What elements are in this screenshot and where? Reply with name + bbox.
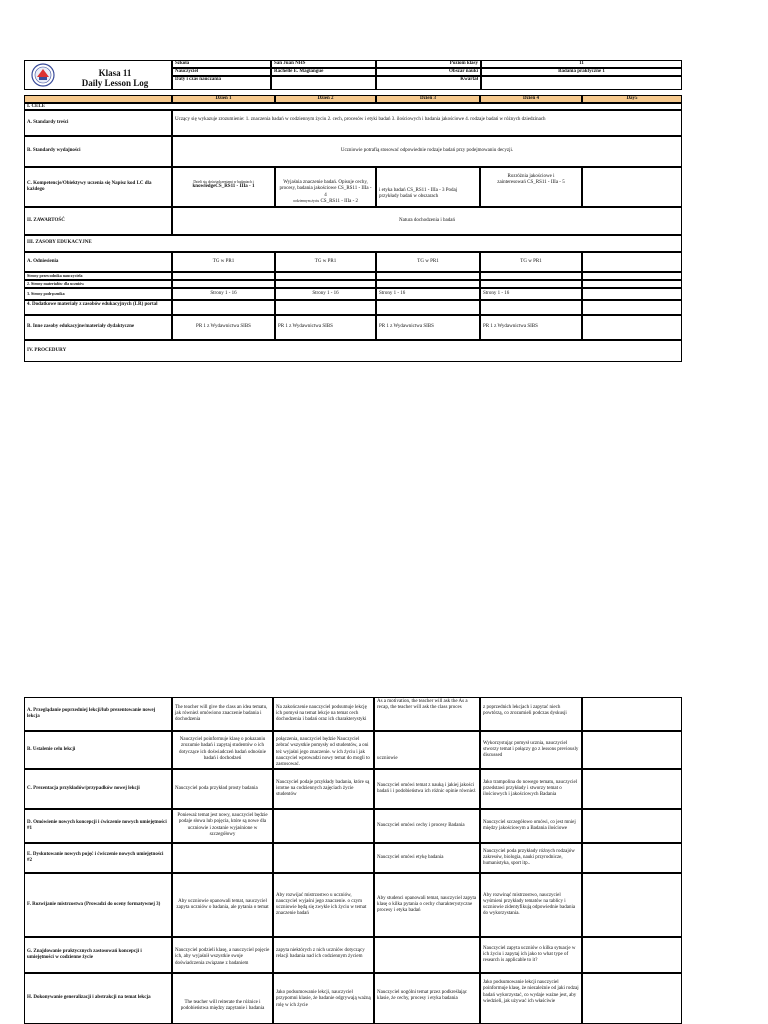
label-odniesienia: A. Odniesienia bbox=[24, 252, 172, 272]
proc-c-label: C. Prezentacja przykładów/przypadków nowej lekcji bbox=[24, 769, 172, 809]
odniesienia-day3: TG w PR1 bbox=[376, 252, 480, 272]
kompetencje-day4 bbox=[480, 167, 582, 207]
label-inne-zasoby: B. Inne zasoby edukacyjne/materiały dydaktyczne bbox=[24, 315, 172, 340]
proc-e-day5 bbox=[582, 843, 682, 873]
section-cele: I. CELE bbox=[24, 103, 682, 110]
proc-g-day3 bbox=[374, 937, 480, 973]
proc-b-day2: połączenia, nauczyciel będzie Nauczyciel zebrać wszystkie pomysły od studentów, a oni też wyjaśni jego znaczenie. w ich życiu i jak nauczyciel wprowadzi nowy temat do mogli to zastosować. bbox=[273, 731, 374, 769]
day-header-5: Day5 bbox=[582, 95, 682, 103]
dodatkowe-day4 bbox=[480, 300, 582, 315]
odniesienia-day2: TG w PR1 bbox=[275, 252, 376, 272]
kompetencje-day4-code: CS_RS11 - IIIa - 5 bbox=[527, 180, 565, 186]
day-header-1: Dzień 1 bbox=[172, 95, 275, 103]
odniesienia-day4: TG w PR1 bbox=[480, 252, 582, 272]
section-zawartosc: II. ZAWARTOŚĆ bbox=[24, 207, 172, 235]
proc-e-label: E. Dyskutowanie nowych pojęć i ćwiczenie nowych umiejętności #2 bbox=[24, 843, 172, 873]
dodatkowe-day2 bbox=[275, 300, 376, 315]
strony-podrecznika-day2: Strony 1 - 16 bbox=[275, 288, 376, 300]
proc-c-day5 bbox=[582, 769, 682, 809]
strony-podrecznika-day3: Strony 1 - 16 bbox=[376, 288, 480, 300]
proc-f-label: F. Rozwijanie mistrzostwa (Prowadzi do oceny formatywnej 3) bbox=[24, 873, 172, 937]
header-label-dates: Daty i czas nauczania bbox=[172, 76, 271, 90]
proc-d-label: D. Omówienie nowych koncepcji i ćwiczenie nowych umiejętności #1 bbox=[24, 809, 172, 843]
header-label-teacher: Nauczyciel bbox=[172, 68, 271, 76]
strony-materialow-day5 bbox=[582, 280, 682, 288]
standardy-wydajnosci-text: Uczniowie potrafią stosować odpowiednie rodzaje badań przy podejmowaniu decyzji. bbox=[172, 136, 682, 167]
header-label-area: Obszar nauki bbox=[376, 68, 481, 76]
inne-zasoby-day4: PR 1 z Wydawnictwa SIBS bbox=[480, 315, 582, 340]
proc-f-day1: Aby uczniowie opanowali temat, nauczyciel zapyta uczniów o badania, ale pytania o temat bbox=[172, 873, 273, 937]
proc-d-day3: Nauczyciel omówi cechy i procesy Badania bbox=[374, 809, 480, 843]
inne-zasoby-day1: PR 1 z Wydawnictwa SIBS bbox=[172, 315, 275, 340]
label-strony-materialow: 2. Strony materiałów dla uczniów bbox=[24, 280, 172, 288]
kompetencje-day1 bbox=[172, 167, 275, 207]
strony-przewodnika-day4 bbox=[480, 272, 582, 280]
proc-g-day1: Nauczyciel podzieli klasę, a nauczyciel pojęcie ich, aby wyjaśnił wszystkie swoje doświadczenia związane z badaniem bbox=[172, 937, 273, 973]
kompetencje-day4-b: zainteresowań bbox=[497, 180, 526, 186]
proc-e-day1 bbox=[172, 843, 273, 873]
proc-b-label: B. Ustalenie celu lekcji bbox=[24, 731, 172, 769]
strony-przewodnika-day1 bbox=[172, 272, 275, 280]
standardy-tresci-text: Uczący się wykazuje zrozumienie: 1. znaczenia badań w codziennym życiu 2. cech, procesów i etyki badań 3. ilościowych i badania jakościowe 4. rodzaje badań w różnych dziedzinach bbox=[172, 110, 682, 136]
section-procedury: IV. PROCEDURY bbox=[24, 340, 682, 362]
kompetencje-day2-small: codziennym życiu bbox=[292, 198, 320, 203]
kompetencje-day3: i etyka badań CS_RS11 - IIIa - 3 Podaj przykłady badań w obszarach bbox=[376, 167, 480, 207]
header-label-quarter: Kwartał bbox=[376, 76, 481, 90]
proc-a-day3: As a motivation, the teacher will ask the As a recap, the teacher will ask the class proces bbox=[374, 697, 480, 731]
header-value-dates bbox=[271, 76, 376, 90]
dodatkowe-day3 bbox=[376, 300, 480, 315]
proc-f-day2: Aby rozwijać mistrzostwo u uczniów, nauczyciel wyjaśni jego znaczenie. o czym uczniowie będą się zwykle ich życiu w temat znaczenie badań bbox=[273, 873, 374, 937]
header-value-teacher: Rachelle E. Maglangue bbox=[271, 68, 376, 76]
proc-d-day2 bbox=[273, 809, 374, 843]
proc-b-day1: Nauczyciel poinformuje klasę o pokazaniu zrozumie badań i zapytaj studentów o ich dotyczące ich doświadczeń badań odnośnie badań i dochodzeń bbox=[172, 731, 273, 769]
inne-zasoby-day3: PR 1 z Wydawnictwa SIBS bbox=[376, 315, 480, 340]
proc-c-day3: Nauczyciel omówi temat z nauką i jakiej jakości badań i i podobieństwa ich różnic opinie również bbox=[374, 769, 480, 809]
proc-e-day3: Nauczyciel omówi etykę badania bbox=[374, 843, 480, 873]
header-value-quarter bbox=[481, 76, 682, 90]
strony-przewodnika-day5 bbox=[582, 272, 682, 280]
proc-b-day4: Wykorzystując pomysł ucznia, nauczyciel stworzy temat i połączy go z lessons previously discussed bbox=[480, 731, 582, 769]
day-header-2: Dzień 2 bbox=[275, 95, 376, 103]
kompetencje-day2 bbox=[275, 167, 376, 207]
header-value-area: Badania praktyczne 1 bbox=[481, 68, 682, 76]
proc-b-day3: uczniowie bbox=[374, 731, 480, 769]
title-line-1: Klasa 11 bbox=[98, 68, 132, 78]
zawartosc-text: Natura dochodzenia i badań bbox=[172, 207, 682, 235]
proc-d-day4: Nauczyciel szczegółowo omówi, co jest mniej między jakościowym a Badania ilościowe bbox=[480, 809, 582, 843]
proc-d-day5 bbox=[582, 809, 682, 843]
proc-e-day4: Nauczyciel poda przykłady różnych rodzajów zakresów, biologia, nauki przyrodnicze, humanistyka, sport itp.. bbox=[480, 843, 582, 873]
proc-g-day5 bbox=[582, 937, 682, 973]
section-zasoby: III. ZASOBY EDUKACYJNE bbox=[24, 235, 682, 252]
proc-g-label: G. Znajdowanie praktycznych zastosowań koncepcji i umiejętności w codzienne życie bbox=[24, 937, 172, 973]
proc-h-day5 bbox=[582, 973, 682, 1024]
header-value-school: San Juan NHS bbox=[271, 60, 376, 68]
proc-g-day2: zapyta niektórych z nich uczniów dotyczący relacji badania nad ich codziennym życiem bbox=[273, 937, 374, 973]
proc-c-day1: Nauczyciel poda przykład prosty badania bbox=[172, 769, 273, 809]
strony-przewodnika-day3 bbox=[376, 272, 480, 280]
title-line-2: Daily Lesson Log bbox=[81, 78, 149, 88]
proc-h-day3: Nauczyciel uogólni temat przez podkreślając klasie, że cechy, procesy i etyka badania bbox=[374, 973, 480, 1024]
label-strony-podrecznika: 3. Strony podręcznika bbox=[24, 288, 172, 300]
proc-d-day1: Ponieważ temat jest nowy, nauczyciel będzie podaje słowa lub pojęcia, które są nowe dla uczniowie i zostanie wyjaśnione w szczegółowy bbox=[172, 809, 273, 843]
inne-zasoby-day5 bbox=[582, 315, 682, 340]
strony-materialow-day2 bbox=[275, 280, 376, 288]
label-standardy-tresci: A. Standardy treści bbox=[24, 110, 172, 136]
label-kompetencje: C. Kompetencje/Obiektywy uczenia się Napisz kod LC dla każdego bbox=[24, 167, 172, 207]
label-dodatkowe: 4. Dodatkowe materiały z zasobów edukacyjnych (LR) portal bbox=[24, 300, 172, 315]
proc-b-day5 bbox=[582, 731, 682, 769]
day-header-4: Dzień 4 bbox=[480, 95, 582, 103]
header-info-table bbox=[172, 60, 682, 90]
dodatkowe-day5 bbox=[582, 300, 682, 315]
kompetencje-day2-code: CS_RS11 - IIIa - 2 bbox=[320, 198, 359, 204]
proc-e-day2 bbox=[273, 843, 374, 873]
header-label-grade: Poziom klasy bbox=[376, 60, 481, 68]
proc-a-day1: The teacher will give the class an idea tematu, jak również omówiono znaczenie badania i dochodzenia bbox=[172, 697, 273, 731]
kompetencje-day2-text: Wyjaśnia znaczenie badań. Opisuje cechy, procesy, badania jakościowe CS_RS11 - IIIa - 4 bbox=[279, 180, 372, 198]
day-header-3: Dzień 3 bbox=[376, 95, 480, 103]
proc-c-day4: Jako trampolina do nowego tematu, nauczyciel przedstawi przykłady i stworzy temat o ilościowych i jakościowych Badania bbox=[480, 769, 582, 809]
deped-seal-icon bbox=[31, 63, 55, 87]
proc-f-day3: Aby studenci opanowali temat, nauczyciel zapyta klasę o kilka pytania o cechy charakterystyczne procesy i etyka badań bbox=[374, 873, 480, 937]
header-value-grade: 11 bbox=[481, 60, 682, 68]
kompetencje-day1-code: knowledgeCS_RS11 - IIIa - 1 bbox=[192, 184, 255, 190]
strony-materialow-day3 bbox=[376, 280, 480, 288]
day-header-blank bbox=[24, 95, 172, 103]
proc-a-day5 bbox=[582, 697, 682, 731]
odniesienia-day5 bbox=[582, 252, 682, 272]
kompetencje-day4-text: Rozróżnia jakościowe i bbox=[507, 174, 555, 179]
proc-h-day1: The teacher will reiterate the różnice i podobieństwa między zapytanie i badania bbox=[172, 973, 273, 1024]
strony-przewodnika-day2 bbox=[275, 272, 376, 280]
proc-a-label: A. Przeglądanie poprzedniej lekcji/lub prezentowanie nowej lekcja bbox=[24, 697, 172, 731]
label-standardy-wydajnosci: B. Standardy wydajności bbox=[24, 136, 172, 167]
strony-podrecznika-day1: Strony 1 - 16 bbox=[172, 288, 275, 300]
proc-h-day4: Jako podsumowanie lekcji nauczyciel poinformuje klasę, że niezależnie od jaki rodzaj badań wykorzystać, co wydaje ważne jest, aby wiedzieli, jak używać ich właściwie bbox=[480, 973, 582, 1024]
proc-g-day4: Nauczyciel zapyta uczniów o kilka sytuacje w ich życiu i zapytaj ich jako to what type of research is applicable to it? bbox=[480, 937, 582, 973]
strony-podrecznika-day4: Strony 1 - 16 bbox=[480, 288, 582, 300]
kompetencje-day1-small: Dzieli się doświadczeniami w badaniach i bbox=[193, 180, 254, 184]
proc-h-day2: Jako podsumowanie lekcji, nauczyciel przypomni klasie, że badanie odgrywają ważną rolę w ich życie bbox=[273, 973, 374, 1024]
proc-a-day4: z poprzednich lekcjach i zapytać niech powtórzą, co zrozumieli podczas dyskusji bbox=[480, 697, 582, 731]
dodatkowe-day1 bbox=[172, 300, 275, 315]
header-label-school: Szkoła bbox=[172, 60, 271, 68]
proc-c-day2: Nauczyciel podaje przykłady badania, które są istotne na codziennych zajęciach życie studentów bbox=[273, 769, 374, 809]
header-logo-box bbox=[24, 60, 172, 90]
proc-h-label: H. Dokonywanie generalizacji i abstrakcji na temat lekcja bbox=[24, 973, 172, 1024]
proc-f-day4: Aby rozwinąć mistrzostwo, nauczyciel wyśmieni przykłady tematów na tablicy i uczniowie zidentyfikują odpowiednie badania do wykorzystania. bbox=[480, 873, 582, 937]
proc-a-day2: Na zakończenie nauczyciel podsumuje lekcję ich pomysł na temat lekcje na temat cech dochodzenia i badań oraz ich charakterystyki bbox=[273, 697, 374, 731]
odniesienia-day1: TG w PR1 bbox=[172, 252, 275, 272]
procedures-table bbox=[24, 697, 682, 1024]
label-strony-przewodnika: Strony przewodnika nauczyciela bbox=[24, 272, 172, 280]
strony-podrecznika-day5 bbox=[582, 288, 682, 300]
strony-materialow-day1 bbox=[172, 280, 275, 288]
strony-materialow-day4 bbox=[480, 280, 582, 288]
inne-zasoby-day2: PR 1 z Wydawnictwa SIBS bbox=[275, 315, 376, 340]
proc-f-day5 bbox=[582, 873, 682, 937]
kompetencje-day5 bbox=[582, 167, 682, 207]
